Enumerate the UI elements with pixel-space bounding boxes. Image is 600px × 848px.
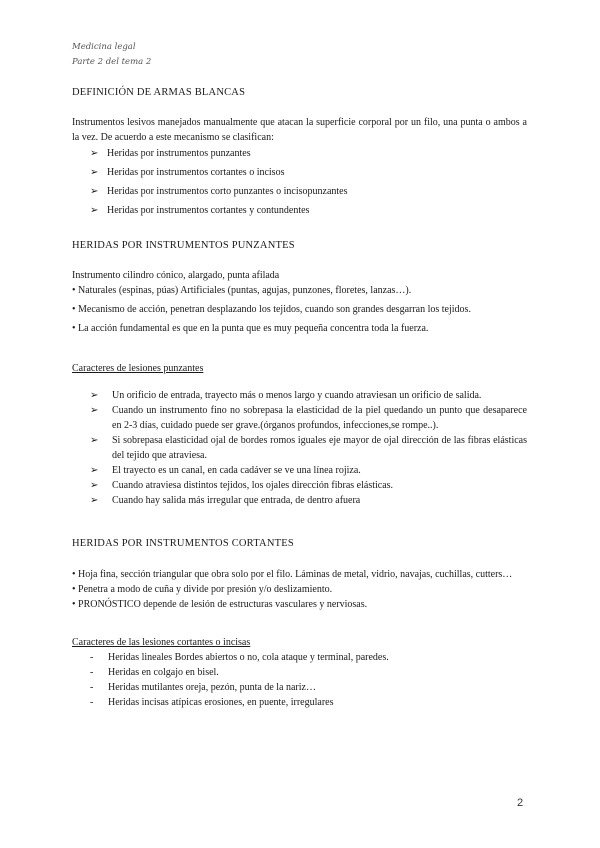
section3-body bbox=[72, 567, 527, 612]
section2-characteristics bbox=[72, 388, 527, 508]
section-title-punzantes: HERIDAS POR INSTRUMENTOS PUNZANTES bbox=[72, 240, 295, 251]
section2-bullet: • Naturales (espinas, púas) Artificiales (puntas, agujas, punzones, floretes, lanzas…). bbox=[72, 285, 412, 296]
arrow-bullet-icon: ➢ bbox=[90, 480, 99, 491]
running-header bbox=[72, 40, 151, 70]
list-item: ➢ Cuando un instrumento fino no sobrepasa la elasticidad de la piel quedando un punto que desaparece en 2-3 días, cuidado puede ser grave.(órganos profundos, infecciones,se rompe..). bbox=[90, 405, 527, 431]
arrow-bullet-icon: ➢ bbox=[90, 205, 99, 216]
section2-bullet: • La acción fundamental es que en la punta que es muy pequeña concentra toda la fuerza. bbox=[72, 323, 429, 334]
section3-characteristics bbox=[72, 650, 527, 710]
dash-bullet-icon: - bbox=[90, 682, 94, 693]
list-item: - Heridas en colgajo en bisel. bbox=[90, 667, 219, 678]
section2-body bbox=[72, 268, 527, 340]
page-number: 2 bbox=[517, 797, 524, 809]
dash-bullet-icon: - bbox=[90, 697, 94, 708]
header-part: Parte 2 del tema 2 bbox=[72, 57, 152, 67]
section1-intro: Instrumentos lesivos manejados manualmente que atacan la superficie corporal por un filo, una punta o ambos a la vez. De acuerdo a este mecanismo se clasifican: bbox=[72, 117, 527, 143]
section-title-armas-blancas: DEFINICIÓN DE ARMAS BLANCAS bbox=[72, 87, 246, 98]
section2-list bbox=[72, 388, 527, 508]
list-item: ➢ Si sobrepasa elasticidad ojal de bordes romos iguales eje mayor de ojal dirección de las fibras elásticas del tejido que atraviesa. bbox=[90, 435, 527, 461]
section1-body bbox=[72, 115, 527, 222]
list-item: - Heridas lineales Bordes abiertos o no, cola ataque y terminal, paredes. bbox=[90, 652, 389, 663]
section3-subhead: Caracteres de las lesiones cortantes o incisas bbox=[72, 637, 251, 648]
section2-subhead: Caracteres de lesiones punzantes bbox=[72, 363, 204, 374]
section3-bullet: • Penetra a modo de cuña y divide por presión y/o deslizamiento. bbox=[72, 584, 333, 595]
arrow-bullet-icon: ➢ bbox=[90, 435, 99, 446]
list-item: ➢ Un orificio de entrada, trayecto más o menos largo y cuando atraviesan un orificio de salida. bbox=[90, 390, 482, 401]
list-item: - Heridas incisas atípicas erosiones, en puente, irregulares bbox=[90, 697, 334, 708]
section-title-cortantes: HERIDAS POR INSTRUMENTOS CORTANTES bbox=[72, 538, 294, 549]
dash-bullet-icon: - bbox=[90, 667, 94, 678]
list-item: ➢ El trayecto es un canal, en cada cadáver se ve una línea rojiza. bbox=[90, 465, 361, 476]
arrow-bullet-icon: ➢ bbox=[90, 495, 99, 506]
list-item: ➢ Cuando atraviesa distintos tejidos, los ojales dirección fibras elásticas. bbox=[90, 480, 394, 491]
list-item: - Heridas mutilantes oreja, pezón, punta de la nariz… bbox=[90, 682, 316, 693]
arrow-bullet-icon: ➢ bbox=[90, 148, 99, 159]
list-item: ➢ Heridas por instrumentos corto punzantes o incisopunzantes bbox=[90, 186, 348, 197]
list-item: ➢ Heridas por instrumentos cortantes y contundentes bbox=[90, 205, 310, 216]
list-item: ➢ Heridas por instrumentos cortantes o incisos bbox=[90, 167, 285, 178]
section1-list bbox=[72, 146, 527, 218]
section3-list bbox=[72, 650, 527, 710]
arrow-bullet-icon: ➢ bbox=[90, 390, 99, 401]
section3-bullet: • Hoja fina, sección triangular que obra solo por el filo. Láminas de metal, vidrio, navajas, cuchillas, cutters… bbox=[72, 569, 513, 580]
arrow-bullet-icon: ➢ bbox=[90, 465, 99, 476]
dash-bullet-icon: - bbox=[90, 652, 94, 663]
arrow-bullet-icon: ➢ bbox=[90, 405, 99, 416]
list-item: ➢ Heridas por instrumentos punzantes bbox=[90, 148, 251, 159]
arrow-bullet-icon: ➢ bbox=[90, 186, 99, 197]
section2-definition: Instrumento cilindro cónico, alargado, punta afilada bbox=[72, 270, 280, 281]
arrow-bullet-icon: ➢ bbox=[90, 167, 99, 178]
list-item: ➢ Cuando hay salida más irregular que entrada, de dentro afuera bbox=[90, 495, 361, 506]
section2-bullet: • Mecanismo de acción, penetran desplazando los tejidos, cuando son grandes desgarran los tejidos. bbox=[72, 304, 471, 315]
section3-bullet: • PRONÓSTICO depende de lesión de estructuras vasculares y nerviosas. bbox=[72, 599, 368, 610]
header-subject: Medicina legal bbox=[72, 42, 136, 52]
